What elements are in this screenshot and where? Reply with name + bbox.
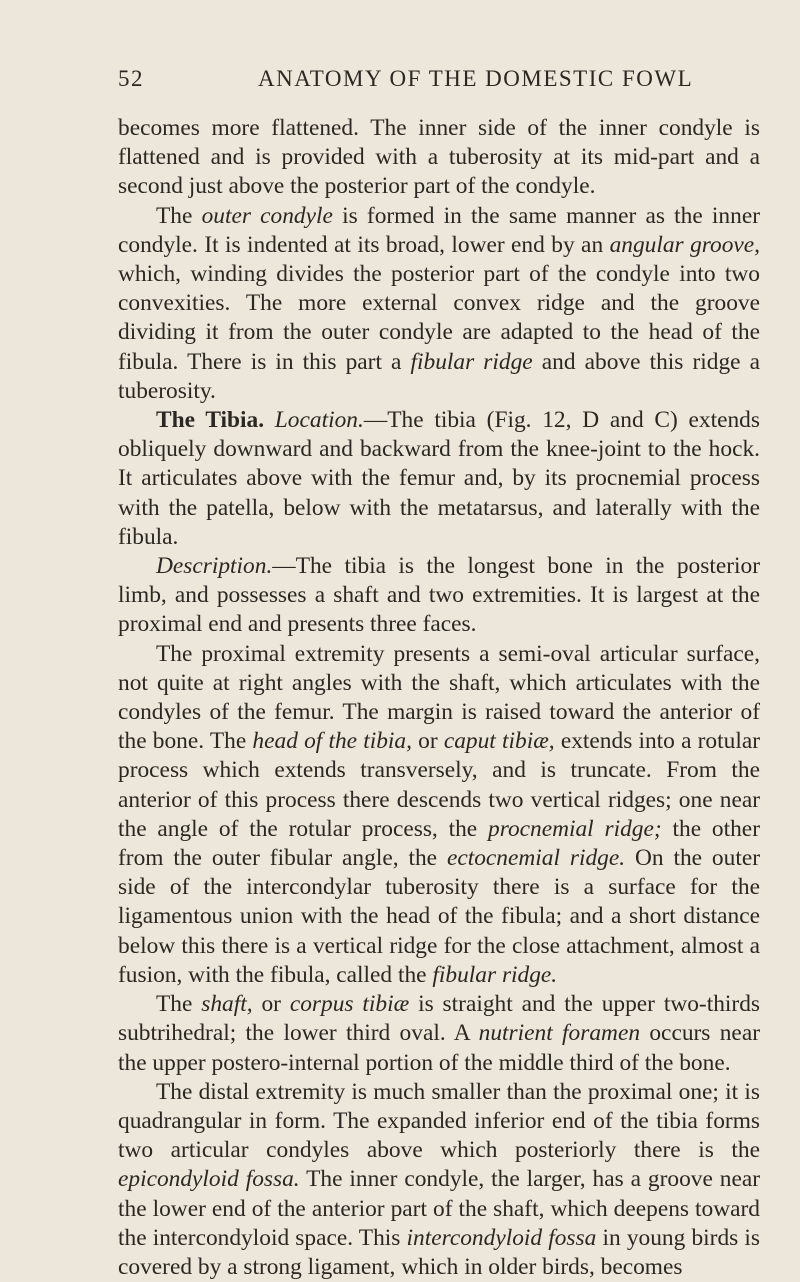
- italic-term: ectocnemial ridge.: [446, 845, 626, 872]
- bold-heading: The Tibia.: [156, 407, 265, 434]
- italic-term: epicondyloid fossa.: [118, 1166, 300, 1193]
- paragraph: [118, 202, 760, 406]
- text-run: occurs near the upper postero-internal portion of the middle third of the bone.: [118, 1020, 760, 1076]
- italic-term: Description.: [156, 553, 273, 580]
- text-run: the other from the outer fibular angle, the: [118, 815, 760, 872]
- text-run: —The tibia (Fig. 12, D and C) extends obliquely downward and backward from the knee-joint to the hock. It articulates above with the femur and, by its procnemial process with the patella, below with the metatarsus, and laterally with the fibula.: [118, 407, 760, 550]
- paragraph: [118, 114, 760, 202]
- text-run: and above this ridge a tuberosity.: [118, 348, 760, 404]
- italic-term: head of the tibia,: [252, 728, 412, 755]
- text-run: becomes more flattened. The inner side of the inner condyle is flattened and is provided with a tuberosity at its mid-part and a second just above the posterior part of the condyle.: [118, 115, 760, 200]
- text-run: The: [156, 202, 202, 229]
- text-run: The distal extremity is much smaller than the proximal one; it is quadrangular in form. The expanded inferior end of the tibia forms two articular condyles above which posteriorly there is the: [118, 1078, 760, 1164]
- body-text: [118, 114, 760, 1282]
- italic-term: Location.: [274, 407, 364, 434]
- page-number: 52: [118, 66, 144, 91]
- italic-term: outer condyle: [201, 202, 333, 229]
- italic-term: fibular ridge: [410, 348, 533, 375]
- text-run: is formed in the same manner as the inner condyle. It is indented at its broad, lower end by an: [118, 202, 760, 258]
- italic-term: angular groove,: [609, 231, 760, 258]
- paragraph: [118, 990, 760, 1078]
- paragraph: [118, 1078, 760, 1282]
- text-run: On the outer side of the intercondylar tuberosity there is a surface for the ligamentous union with the head of the fibula; and a short distance below this there is a vertical ridge for the close attachment, almost a fusion, with the fibula, called the: [118, 845, 760, 988]
- paragraph: [118, 552, 760, 640]
- text-run: The inner condyle, the larger, has a groove near the lower end of the anterior part of the shaft, which deepens toward the intercondyloid space. This: [118, 1166, 760, 1251]
- italic-term: caput tibiæ,: [443, 728, 555, 755]
- italic-term: shaft,: [201, 991, 253, 1018]
- paragraph: [118, 406, 760, 552]
- text-run: extends into a rotular process which extends transversely, and is truncate. From the anterior of this process there descends two vertical ridges; one near the angle of the rotular process, the: [118, 728, 760, 842]
- paragraph: [118, 640, 760, 990]
- text-run: or: [411, 728, 444, 755]
- text-run: [264, 407, 275, 433]
- text-run: in young birds is covered by a strong ligament, which in older birds, becomes: [118, 1224, 760, 1280]
- text-run: The: [156, 991, 202, 1018]
- italic-term: corpus tibiæ: [289, 991, 410, 1018]
- running-title: ANATOMY OF THE DOMESTIC FOWL: [258, 66, 694, 91]
- italic-term: fibular ridge.: [432, 961, 558, 988]
- text-run: or: [252, 991, 290, 1018]
- italic-term: procnemial ridge;: [488, 815, 662, 842]
- text-run: —The tibia is the longest bone in the posterior limb, and possesses a shaft and two extremities. It is largest at the proximal end and presents three faces.: [118, 553, 760, 638]
- text-run: is straight and the upper two-thirds subtrihedral; the lower third oval. A: [118, 991, 760, 1047]
- text-run: which, winding divides the posterior part of the condyle into two convexities. The more external convex ridge and the groove dividing it from the outer condyle are adapted to the head of the fibula. There is in this part a: [118, 261, 760, 375]
- italic-term: intercondyloid fossa: [406, 1224, 597, 1251]
- italic-term: nutrient foramen: [478, 1020, 641, 1047]
- page-header: [118, 66, 758, 102]
- text-run: The proximal extremity presents a semi-oval articular surface, not quite at right angles with the shaft, which articulates with the condyles of the femur. The margin is raised toward the anterior of the bone. The: [118, 640, 760, 755]
